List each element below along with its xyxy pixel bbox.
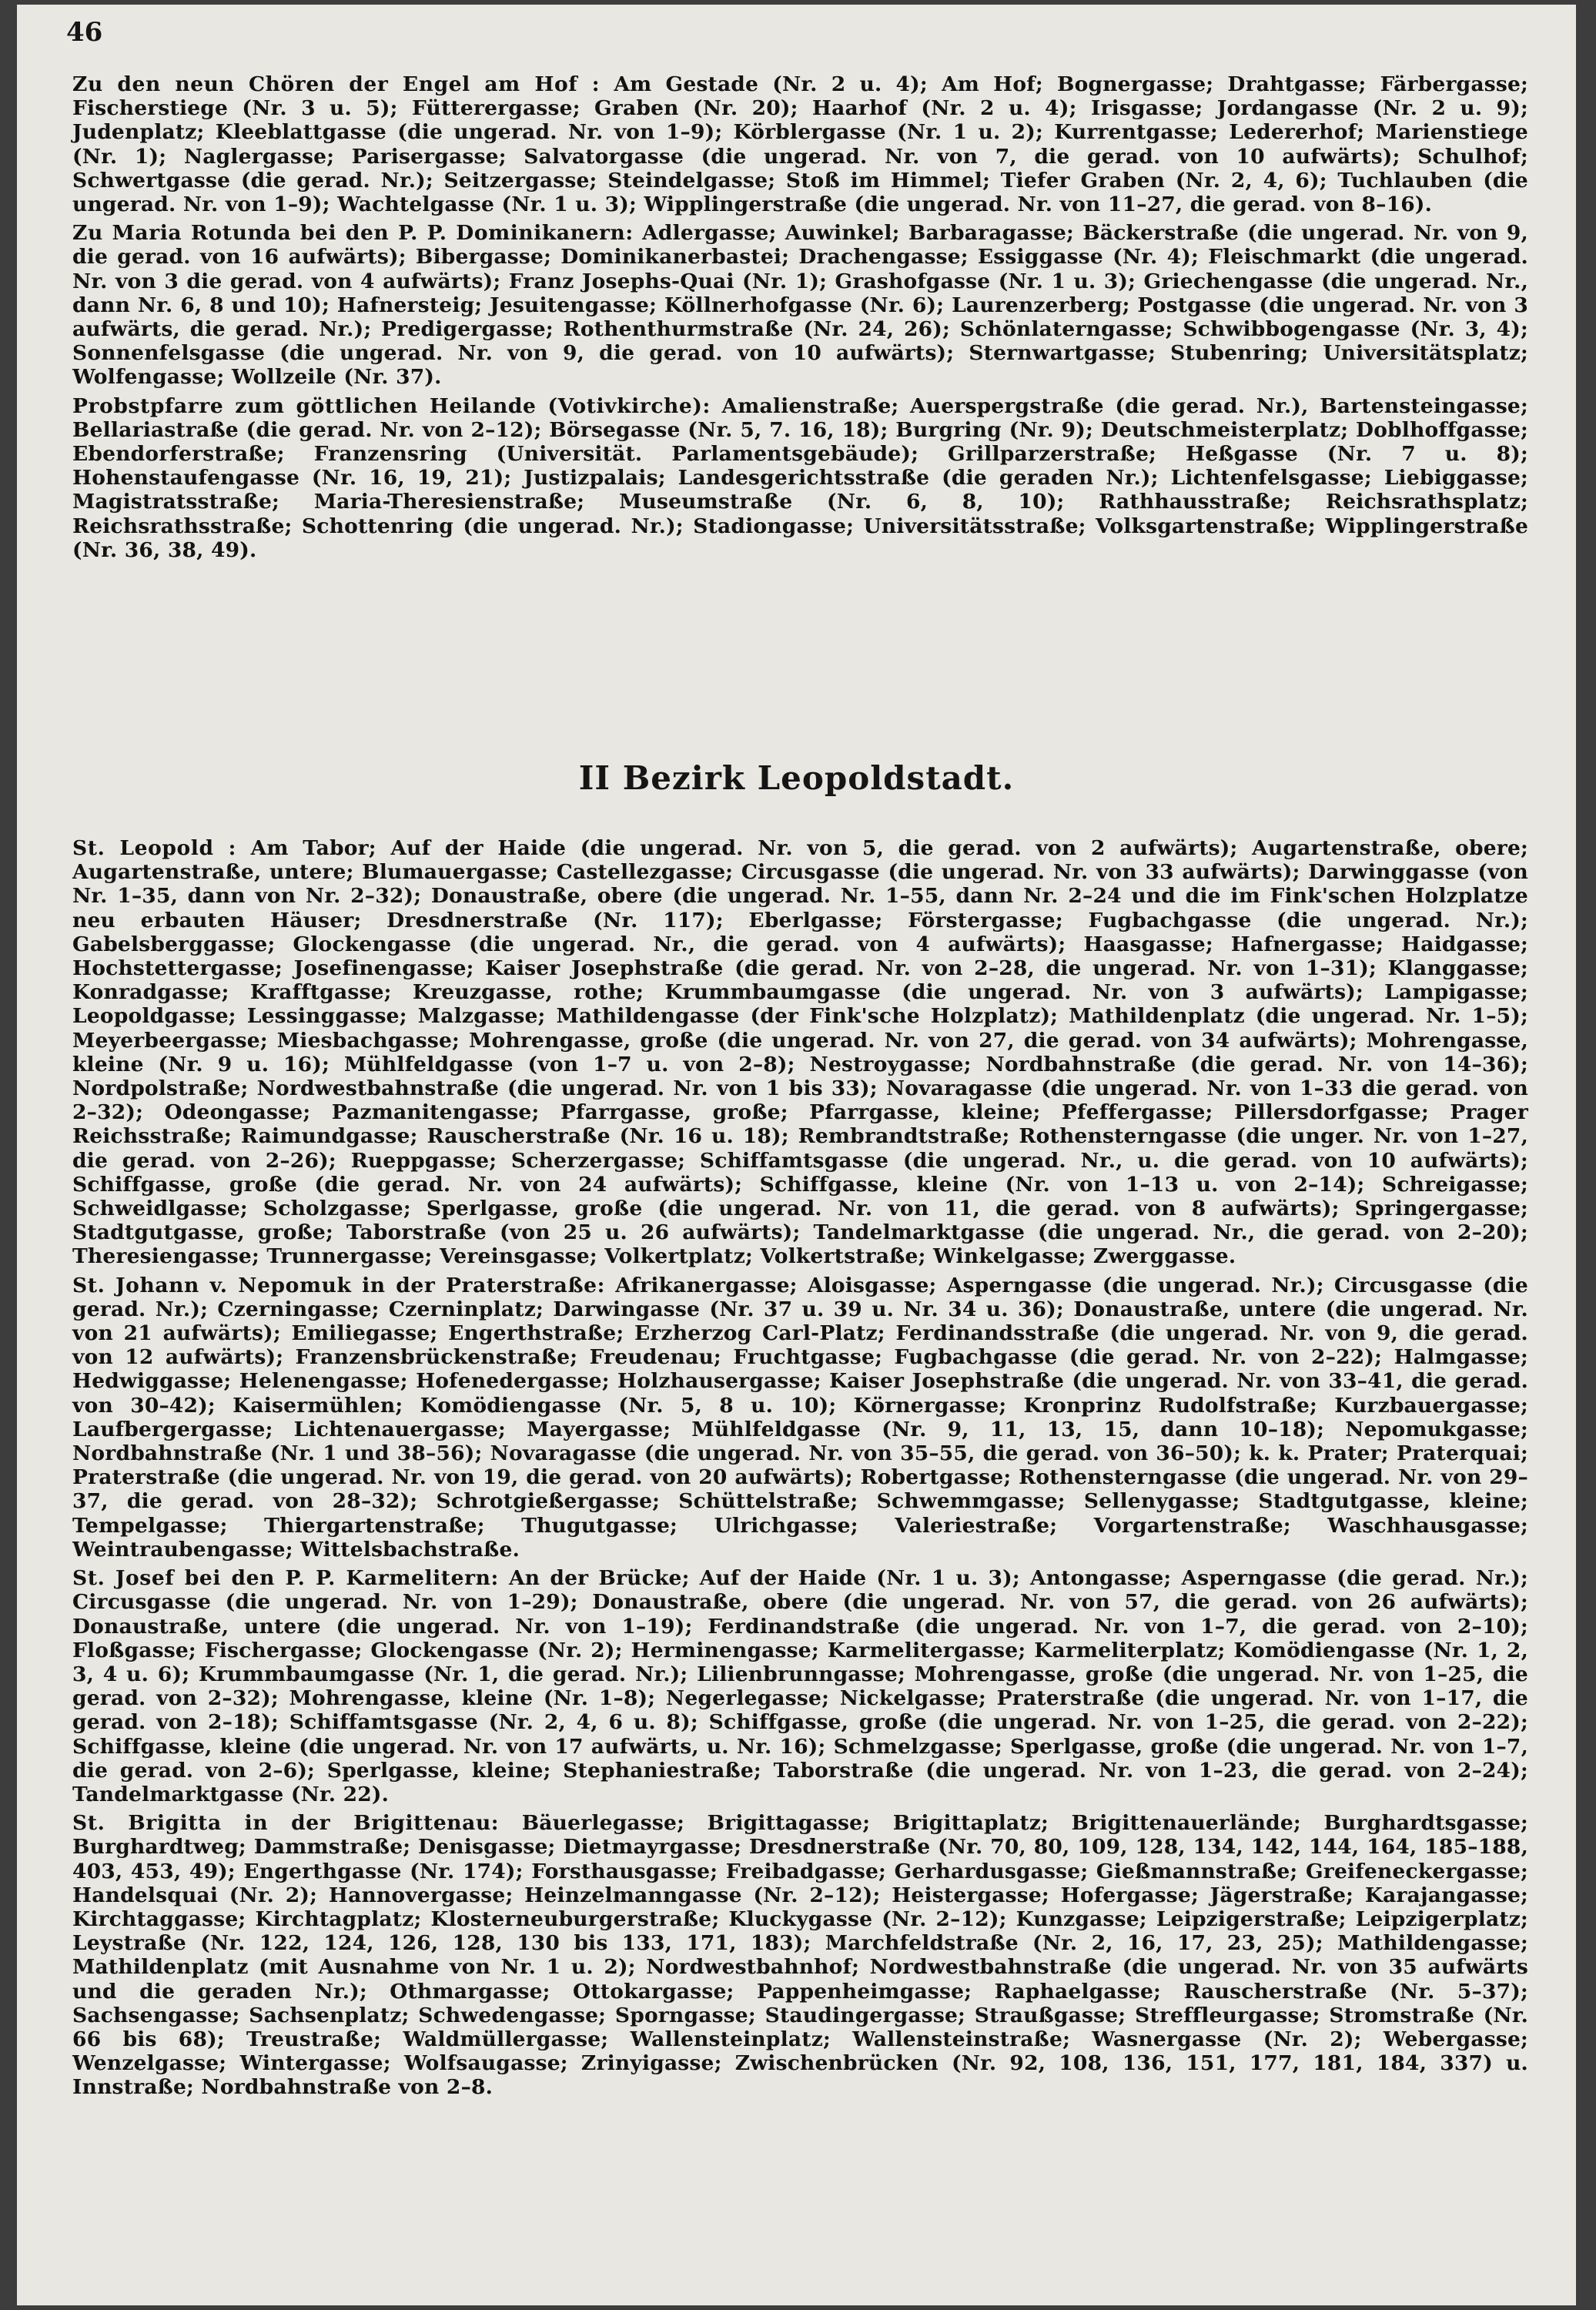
parish-streets: Am Gestade (Nr. 2 u. 4); Am Hof; Bognergasse; Drahtgasse; Färbergasse; Fischerstiege (Nr. 3 u. 5); Fütterergasse; Graben (Nr. 20); Haarhof (Nr. 2 u. 4); Irisgasse; Jordangasse (Nr. 2 u. 9); Judenplatz; Kleeblattgasse (die ungerad. Nr. von 1–9); Körblergasse (Nr. 1 u. 2); Kurrentgasse; Ledererhof; Marienstiege (Nr. 1); Naglergasse; Parisergasse; Salvatorgasse (die ungerad. Nr. von 7, die gerad. von 10 aufwärts); Schulhof; Schwertgasse (die gerad. Nr.); Seitzergasse; Steindelgasse; Stoß im Himmel; Tiefer Graben (Nr. 2, 4, 6); Tuchlauben (die ungerad. Nr. von 1–9); Wachtelgasse (Nr. 1 u. 3); Wipplingerstraße (die ungerad. Nr. von 11–27, die gerad. von 8–16). xyxy=(72,72,1528,217)
parish-streets: An der Brücke; Auf der Haide (Nr. 1 u. 3); Antongasse; Asperngasse (die gerad. Nr.); Circusgasse (die ungerad. Nr. von 1–29); Donaustraße, obere (die ungerad. Nr. von 57, die gerad. von 26 aufwärts); Donaustraße, untere (die ungerad. Nr. von 1–19); Ferdinandstraße (die ungerad. Nr. von 1–7, die gerad. von 2–10); Floßgasse; Fischergasse; Glockengasse (Nr. 2); Herminengasse; Karmelitergasse; Karmeliterplatz; Komödiengasse (Nr. 1, 2, 3, 4 u. 6); Krummbaumgasse (Nr. 1, die gerad. Nr.); Lilienbrunngasse; Mohrengasse, große (die ungerad. Nr. von 1–25, die gerad. von 2–32); Mohrengasse, kleine (Nr. 1–8); Negerlegasse; Nickelgasse; Praterstraße (die ungerad. Nr. von 1–17, die gerad. von 2–18); Schiffamtsgasse (Nr. 2, 4, 6 u. 8); Schiffgasse, große (die ungerad. Nr. von 1–25, die gerad. von 2–22); Schiffgasse, kleine (die ungerad. Nr. von 17 aufwärts, u. Nr. 16); Schmelzgasse; Sperlgasse, große (die ungerad. Nr. von 1–7, die gerad. von 2–6); Sperlgasse, kleine; Stephaniestraße; Taborstraße (die ungerad. Nr. von 1–23, die gerad. von 2–24); Tandelmarktgasse (Nr. 22). xyxy=(72,1566,1528,1806)
parish-streets: Amalienstraße; Auerspergstraße (die gerad. Nr.), Bartensteingasse; Bellariastraße (die gerad. Nr. von 2–12); Börsegasse (Nr. 5, 7. 16, 18); Burgring (Nr. 9); Deutschmeisterplatz; Doblhoffgasse; Ebendorferstraße; Franzensring (Universität. Parlamentsgebäude); Grillparzerstraße; Heßgasse (Nr. 7 u. 8); Hohenstaufengasse (Nr. 16, 19, 21); Justizpalais; Landesgerichtsstraße (die geraden Nr.); Lichtenfelsgasse; Liebiggasse; Magistratsstraße; Maria-Theresienstraße; Museumstraße (Nr. 6, 8, 10); Rathhausstraße; Reichsrathsplatz; Reichsrathsstraße; Schottenring (die ungerad. Nr.); Stadiongasse; Universitätsstraße; Volksgartenstraße; Wipplingerstraße (Nr. 36, 38, 49). xyxy=(72,393,1528,562)
parish-entry xyxy=(72,1274,1528,1562)
district-2-parish-list xyxy=(72,836,1528,2100)
parish-entry xyxy=(72,221,1528,389)
parish-entry xyxy=(72,72,1528,216)
parish-name: St. Johann v. Nepomuk in der Praterstraße: xyxy=(72,1273,606,1297)
parish-streets: Am Tabor; Auf der Haide (die ungerad. Nr. von 5, die gerad. von 2 aufwärts); Augartenstraße, obere; Augartenstraße, untere; Blumauergasse; Castellezgasse; Circusgasse (die ungerad. Nr. von 33 aufwärts); Darwinggasse (von Nr. 1–35, dann von Nr. 2–32); Donaustraße, obere (die ungerad. Nr. 1–55, dann Nr. 2–24 und die im Fink'schen Holzplatze neu erbauten Häuser; Dresdnerstraße (Nr. 117); Eberlgasse; Förstergasse; Fugbachgasse (die ungerad. Nr.); Gabelsberggasse; Glockengasse (die ungerad. Nr., die gerad. von 4 aufwärts); Haasgasse; Hafnergasse; Haidgasse; Hochstettergasse; Josefinengasse; Kaiser Josephstraße (die gerad. Nr. von 2–28, die ungerad. Nr. von 1–31); Klanggasse; Konradgasse; Krafftgasse; Kreuzgasse, rothe; Krummbaumgasse (die ungerad. Nr. von 3 aufwärts); Lampigasse; Leopoldgasse; Lessinggasse; Malzgasse; Mathildengasse (der Fink'sche Holzplatz); Mathildenplatz (die ungerad. Nr. 1–5); Meyerbeergasse; Miesbachgasse; Mohrengasse, große (die ungerad. Nr. von 27, die gerad. von 34 aufwärts); Mohrengasse, kleine (Nr. 9 u. 16); Mühlfeldgasse (von 1–7 u. von 2–8); Nestroygasse; Nordbahnstraße (die gerad. Nr. von 14–36); Nordpolstraße; Nordwestbahnstraße (die ungerad. Nr. von 1 bis 33); Novaragasse (die ungerad. Nr. von 1–33 die gerad. von 2–32); Odeongasse; Pazmanitengasse; Pfarrgasse, große; Pfarrgasse, kleine; Pfeffergasse; Pillersdorfgasse; Prager Reichsstraße; Raimundgasse; Rauscherstraße (Nr. 16 u. 18); Rembrandtstraße; Rothensterngasse (die unger. Nr. von 1–27, die gerad. von 2–26); Rueppgasse; Scherzergasse; Schiffamtsgasse (die ungerad. Nr., u. die gerad. von 10 aufwärts); Schiffgasse, große (die gerad. Nr. von 24 aufwärts); Schiffgasse, kleine (Nr. von 1–13 u. von 2–14); Schreigasse; Schweidlgasse; Scholzgasse; Sperlgasse, große (die ungerad. Nr. von 11, die gerad. von 8 aufwärts); Springergasse; Stadtgutgasse, große; Taborstraße (von 25 u. 26 aufwärts); Tandelmarktgasse (die ungerad. Nr., die gerad. von 2–20); Theresiengasse; Trunnergasse; Vereinsgasse; Volkertplatz; Volkertstraße; Winkelgasse; Zwerggasse. xyxy=(72,836,1528,1269)
parish-entry xyxy=(72,394,1528,562)
parish-streets: Adlergasse; Auwinkel; Barbaragasse; Bäckerstraße (die ungerad. Nr. von 9, die gerad. von 16 aufwärts); Bibergasse; Dominikanerbastei; Drachengasse; Essiggasse (Nr. 4); Fleischmarkt (die ungerad. Nr. von 3 die gerad. von 4 aufwärts); Franz Josephs-Quai (Nr. 1); Grashofgasse (Nr. 1 u. 3); Griechengasse (die ungerad. Nr., dann Nr. 6, 8 und 10); Hafnersteig; Jesuitengasse; Köllnerhofgasse (Nr. 6); Laurenzerberg; Postgasse (die ungerad. Nr. von 3 aufwärts, die gerad. Nr.); Predigergasse; Rothenthurmstraße (Nr. 24, 26); Schönlaterngasse; Schwibbogengasse (Nr. 3, 4); Sonnenfelsgasse (die ungerad. Nr. von 9, die gerad. von 10 aufwärts); Sternwartgasse; Stubenring; Universitätsplatz; Wolfengasse; Wollzeile (Nr. 37). xyxy=(72,221,1528,390)
parish-streets: Bäuerlegasse; Brigittagasse; Brigittaplatz; Brigittenauerlände; Burghardtsgasse; Burghardtweg; Dammstraße; Denisgasse; Dietmayrgasse; Dresdnerstraße (Nr. 70, 80, 109, 128, 134, 142, 144, 164, 185–188, 403, 453, 49); Engerthgasse (Nr. 174); Forsthausgasse; Freibadgasse; Gerhardusgasse; Gießmannstraße; Greifeneckergasse; Handelsquai (Nr. 2); Hannovergasse; Heinzelmanngasse (Nr. 2–12); Heistergasse; Hofergasse; Jägerstraße; Karajangasse; Kirchtaggasse; Kirchtagplatz; Klosterneuburgerstraße; Kluckygasse (Nr. 2–12); Kunzgasse; Leipzigerstraße; Leipzigerplatz; Leystraße (Nr. 122, 124, 126, 128, 130 bis 133, 171, 183); Marchfeldstraße (Nr. 2, 16, 17, 23, 25); Mathildengasse; Mathildenplatz (mit Ausnahme von Nr. 1 u. 2); Nordwestbahnhof; Nordwestbahnstraße (die ungerad. Nr. von 35 aufwärts und die geraden Nr.); Othmargasse; Ottokargasse; Pappenheimgasse; Raphaelgasse; Rauscherstraße (Nr. 5–37); Sachsengasse; Sachsenplatz; Schwedengasse; Sporngasse; Staudingergasse; Straußgasse; Streffleurgasse; Stromstraße (Nr. 66 bis 68); Treustraße; Waldmüllergasse; Wallensteinplatz; Wallensteinstraße; Wasnergasse (Nr. 2); Webergasse; Wenzelgasse; Wintergasse; Wolfsaugasse; Zrinyigasse; Zwischenbrücken (Nr. 92, 108, 136, 151, 177, 181, 184, 337) u. Innstraße; Nordbahnstraße von 2–8. xyxy=(72,1811,1529,2100)
page-number: 46 xyxy=(66,17,103,48)
parish-name: Probstpfarre zum göttlichen Heilande (Votivkirche): xyxy=(72,393,711,418)
parish-name: Zu den neun Chören der Engel am Hof : xyxy=(72,72,601,96)
parish-name: St. Josef bei den P. P. Karmelitern: xyxy=(72,1566,499,1591)
parish-name: Zu Maria Rotunda bei den P. P. Dominikanern: xyxy=(72,221,634,246)
district-1-parish-list xyxy=(72,72,1528,562)
document-page xyxy=(17,5,1576,2305)
parish-entry xyxy=(72,1811,1528,2099)
parish-entry xyxy=(72,836,1528,1269)
parish-name: St. Brigitta in der Brigittenau: xyxy=(72,1811,500,1836)
parish-entry xyxy=(72,1566,1528,1806)
parish-name: St. Leopold : xyxy=(72,836,237,860)
parish-streets: Afrikanergasse; Aloisgasse; Asperngasse (die ungerad. Nr.); Circusgasse (die gerad. Nr.); Czerningasse; Czerninplatz; Darwingasse (Nr. 37 u. 39 u. Nr. 34 u. 36); Donaustraße, untere (die ungerad. Nr. von 21 aufwärts); Emiliegasse; Engerthstraße; Erzherzog Carl-Platz; Ferdinandsstraße (die ungerad. Nr. von 9, die gerad. von 12 aufwärts); Franzensbrückenstraße; Freudenau; Fruchtgasse; Fugbachgasse (die gerad. Nr. von 2–22); Halmgasse; Hedwiggasse; Helenengasse; Hofenedergasse; Holzhausergasse; Kaiser Josephstraße (die ungerad. Nr. von 33–41, die gerad. von 30–42); Kaisermühlen; Komödiengasse (Nr. 5, 8 u. 10); Körnergasse; Kronprinz Rudolfstraße; Kurzbauergasse; Laufbergergasse; Lichtenauergasse; Mayergasse; Mühlfeldgasse (Nr. 9, 11, 13, 15, dann 10–18); Nepomukgasse; Nordbahnstraße (Nr. 1 und 38–56); Novaragasse (die ungerad. Nr. von 35–55, die gerad. von 36–50); k. k. Prater; Praterquai; Praterstraße (die ungerad. Nr. von 19, die gerad. von 20 aufwärts); Robertgasse; Rothensterngasse (die ungerad. Nr. von 29–37, die gerad. von 28–32); Schrotgießergasse; Schüttelstraße; Schwemmgasse; Sellenygasse; Stadtgutgasse, kleine; Tempelgasse; Thiergartenstraße; Thugutgasse; Ulrichgasse; Valeriestraße; Vorgartenstraße; Waschhausgasse; Weintraubengasse; Wittelsbachstraße. xyxy=(72,1273,1528,1562)
district-heading: II Bezirk Leopoldstadt. xyxy=(578,759,1015,797)
